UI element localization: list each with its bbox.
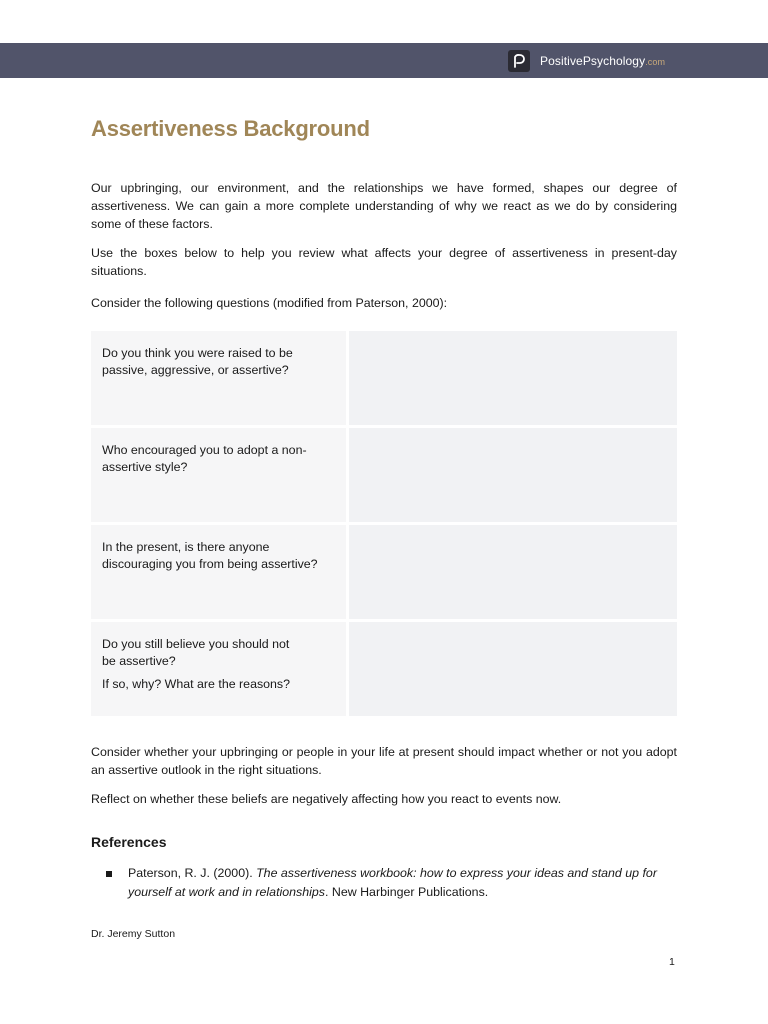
question-cell (91, 428, 346, 522)
question-row (91, 428, 677, 522)
closing-paragraph-1: Consider whether your upbringing or people in your life at present should impact whether or not you adopt an assertive outlook in the right situations. (91, 745, 677, 777)
closing-paragraph-2: Reflect on whether these beliefs are negatively affecting how you react to events now. (91, 792, 562, 806)
bullet-square-icon (106, 871, 112, 877)
question-text: In the present, is there anyone (102, 540, 270, 554)
question-text: Who encouraged you to adopt a non- (102, 443, 307, 457)
question-text: discouraging you from being assertive? (102, 557, 318, 571)
question-row (91, 331, 677, 425)
answer-box[interactable] (349, 622, 677, 716)
reference-text (128, 864, 666, 902)
page-title: Assertiveness Background (91, 116, 370, 141)
question-text: Do you think you were raised to be (102, 346, 293, 360)
question-cell (91, 331, 346, 425)
positive-psychology-logo-icon (508, 50, 530, 72)
brand[interactable] (508, 50, 665, 72)
question-cell (91, 622, 346, 716)
question-row (91, 622, 677, 716)
reference-title-line-1: The assertiveness workbook: how to express your ideas and stand up for (256, 866, 657, 880)
brand-name-text: PositivePsychology (540, 54, 646, 68)
page-number: 1 (669, 956, 675, 968)
reference-title-line-2: yourself at work and in relationships (128, 885, 325, 899)
brand-name (540, 54, 665, 68)
answer-box[interactable] (349, 331, 677, 425)
question-row (91, 525, 677, 619)
question-followup: If so, why? What are the reasons? (102, 677, 291, 691)
question-text: Do you still believe you should not (102, 637, 290, 651)
intro-paragraph-2: Use the boxes below to help you review what affects your degree of assertiveness in present-day situations. (91, 246, 677, 278)
intro-paragraph-1: Our upbringing, our environment, and the relationships we have formed, shapes our degree of assertiveness. We can gain a more complete understanding of why we react as we do by considering some of these factors. (91, 181, 677, 231)
answer-box[interactable] (349, 525, 677, 619)
brand-tld: .com (645, 57, 666, 67)
reference-item (106, 864, 666, 902)
question-cell (91, 525, 346, 619)
question-text: assertive style? (102, 460, 188, 474)
question-text: passive, aggressive, or assertive? (102, 363, 289, 377)
references-heading: References (91, 834, 167, 850)
answer-box[interactable] (349, 428, 677, 522)
reference-authors: Paterson, R. J. (2000). (128, 866, 253, 880)
reference-publisher: . New Harbinger Publications. (324, 885, 489, 899)
footer-author: Dr. Jeremy Sutton (91, 928, 176, 940)
intro-paragraph-3: Consider the following questions (modified from Paterson, 2000): (91, 296, 448, 310)
questions-table (91, 331, 677, 719)
question-text: be assertive? (102, 654, 176, 668)
